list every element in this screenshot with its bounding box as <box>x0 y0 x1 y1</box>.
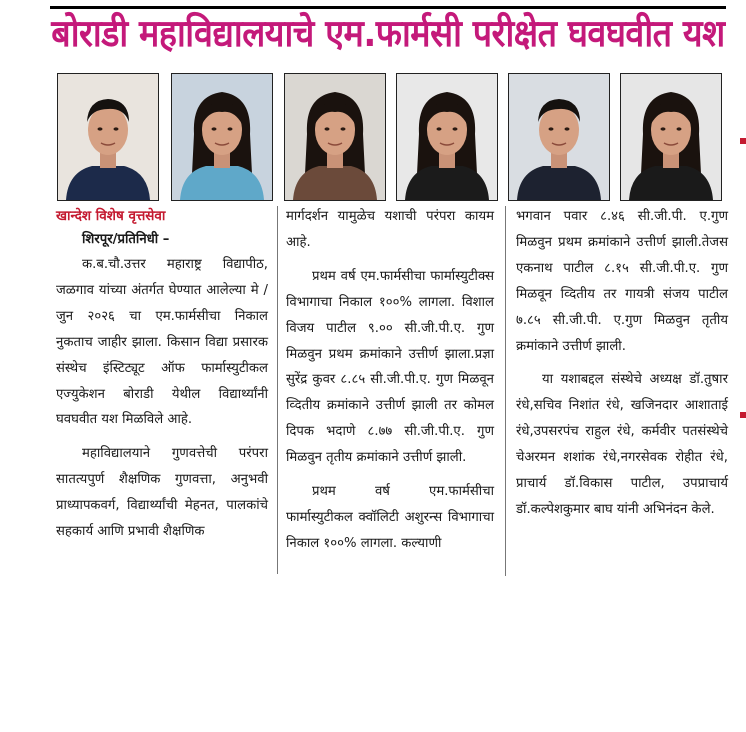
paragraph: क.ब.चौ.उत्तर महाराष्ट्र विद्यापीठ, जळगाव यांच्या अंतर्गत घेण्यात आलेल्या मे / जुन २०२६ चा एम.फार्मसीचा निकाल नुकताच जाहीर झाला. किसान विद्या प्रसारक संस्थेच इंस्टिट्यूट ऑफ फार्मास्युटीकल एज्युकेशन बोराडी येथील विद्यार्थ्यांनी घवघवीत यश मिळविले आहे. <box>56 257 268 428</box>
column-divider <box>505 206 506 576</box>
student-portrait-icon <box>285 74 385 200</box>
headline: बोराडी महाविद्यालयाचे एम.फार्मसी परीक्षेत घवघवीत यश <box>51 11 725 56</box>
paragraph: मार्गदर्शन यामुळेच यशाची परंपरा कायम आहे. <box>286 209 494 250</box>
paragraph: या यशाबद्दल संस्थेचे अध्यक्ष डॉ.तुषार रंधे,सचिव निशांत रंधे, खजिनदार आशाताई रंधे,उपसरपंच राहुल रंधे, कर्मवीर पतसंस्थेचे चेअरमन शशांक रंधे,नगरसेवक रोहीत रंधे, प्राचार्य डॉ.विकास पाटील, उपप्राचार्य डॉ.कल्पेशकुमार बाघ यांनी अभिनंदन केले. <box>516 372 728 517</box>
news-agency: खान्देश विशेष वृत्तसेवा <box>56 208 166 224</box>
paragraph: भगवान पवार ८.४६ सी.जी.पी. ए.गुण मिळवुन प्रथम क्रमांकाने उत्तीर्ण झाली.तेजस एकनाथ पाटील ८.१५ सी.जी.पी.ए. गुण मिळवून व्दितीय तर गायत्री संजय पाटील ७.८५ सी.जी.पी. ए.गुण मिळवुन तृतीय क्रमांकाने उत्तीर्ण झाली. <box>516 209 728 354</box>
student-photo-4 <box>396 73 498 201</box>
paragraph: प्रथम वर्ष एम.फार्मसीचा फार्मास्युटीक्स विभागाचा निकाल १००% लागला. विशाल विजय पाटील ९.०० सी.जी.पी.ए. गुण मिळवुन प्रथम क्रमांकाने उत्तीर्ण झाला.प्रज्ञा सुरेंद्र कुवर ८.८५ सी.जी.पी.ए. गुण मिळवून व्दितीय क्रमांकाने उत्तीर्ण झाली तर कोमल दिपक भदाणे ८.७७ सी.जी.पी.ए. गुण मिळवुन तृतीय क्रमांकाने उत्तीर्ण झाली. <box>286 268 494 466</box>
student-portrait-icon <box>509 74 609 200</box>
student-photo-1 <box>57 73 159 201</box>
student-portrait-icon <box>58 74 158 200</box>
article-column-3 <box>516 204 728 523</box>
student-photo-5 <box>508 73 610 201</box>
paragraph: प्रथम वर्ष एम.फार्मसीचा फार्मास्युटीकल क्वॉलिटी अशुरन्स विभागाचा निकाल १००% लागला. कल्याणी <box>286 484 494 551</box>
student-photo-2 <box>171 73 273 201</box>
page-edge-mark <box>740 138 746 144</box>
student-photo-3 <box>284 73 386 201</box>
student-portrait-icon <box>397 74 497 200</box>
article-column-2 <box>286 204 494 557</box>
dateline: शिरपूर/प्रतिनिधी – <box>82 232 170 247</box>
page-edge-mark <box>740 412 746 418</box>
column-divider <box>277 206 278 574</box>
student-portrait-icon <box>172 74 272 200</box>
student-portrait-icon <box>621 74 721 200</box>
paragraph: महाविद्यालयाने गुणवत्तेची परंपरा सातत्यपुर्ण शैक्षणिक गुणवत्ता, अनुभवी प्राध्यापकवर्ग, विद्यार्थ्यांची मेहनत, पालकांचे सहकार्य आणि प्रभावी शैक्षणिक <box>56 446 268 540</box>
student-photo-6 <box>620 73 722 201</box>
article-column-1 <box>56 204 268 545</box>
